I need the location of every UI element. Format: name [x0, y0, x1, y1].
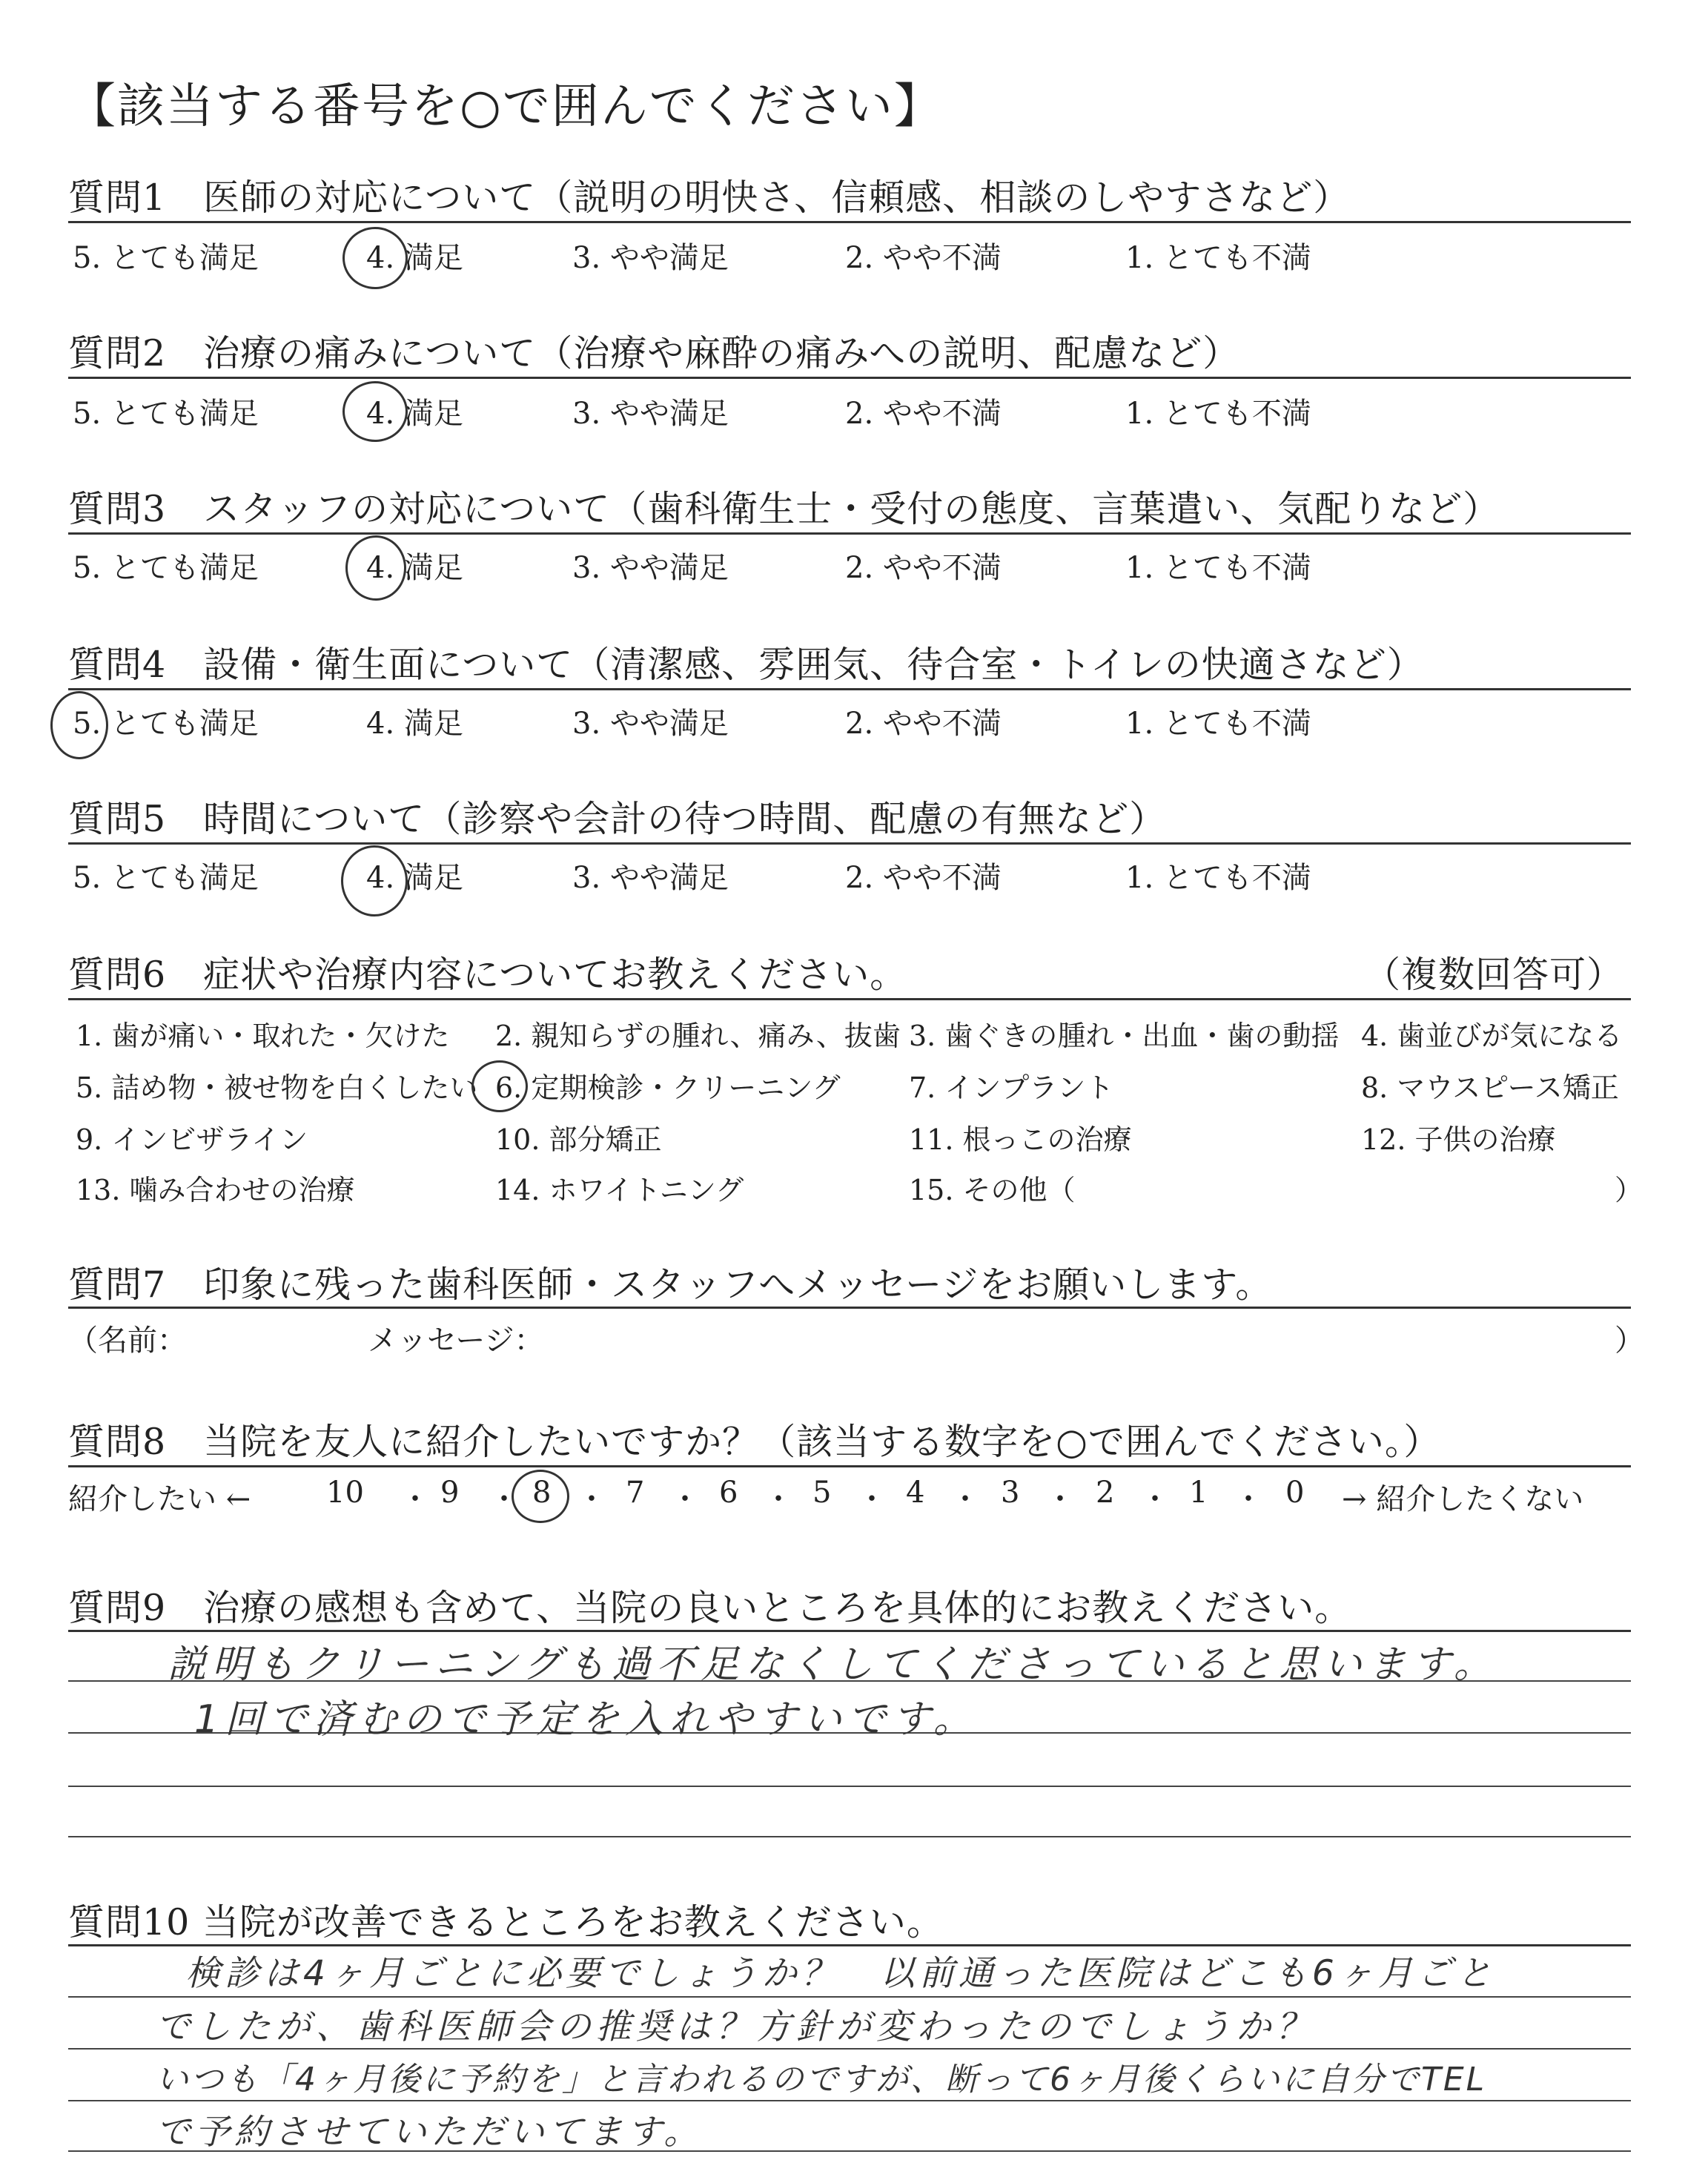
- question-3-title: 質問3 スタッフの対応について（歯科衛生士・受付の態度、言葉遣い、気配りなど）: [68, 488, 1500, 530]
- option-3[interactable]: 3. やや満足: [572, 861, 729, 895]
- scale-number[interactable]: 0: [1285, 1476, 1305, 1510]
- scale-number[interactable]: 4: [906, 1476, 925, 1510]
- scale-number[interactable]: 6: [719, 1476, 738, 1510]
- symptom-option[interactable]: 11. 根っこの治療: [909, 1123, 1132, 1156]
- option-5[interactable]: 5. とても満足: [73, 707, 259, 741]
- option-5[interactable]: 5. とても満足: [73, 241, 259, 275]
- question-5-title: 質問5 時間について（診察や会計の待つ時間、配慮の有無など）: [68, 798, 1167, 840]
- question-5-rule: [68, 842, 1631, 845]
- question-8-title: 質問8 当院を友人に紹介したいですか？（該当する数字を○で囲んでください。）: [68, 1421, 1441, 1463]
- answer-handwritten-line: いつも「4ヶ月後に予約を」と言われるのですが、断って6ヶ月後くらいに自分でTEL: [156, 2061, 1487, 2098]
- answer-circle-mark: [512, 1470, 569, 1523]
- option-5[interactable]: 5. とても満足: [73, 861, 259, 895]
- option-5[interactable]: 5. とても満足: [73, 551, 259, 585]
- option-4[interactable]: 4. 満足: [366, 397, 463, 431]
- option-2[interactable]: 2. やや不満: [845, 707, 1002, 741]
- page-heading: 【該当する番号を○で囲んでください】: [68, 79, 943, 134]
- option-1[interactable]: 1. とても不満: [1125, 861, 1311, 895]
- option-4[interactable]: 4. 満足: [366, 241, 463, 275]
- option-3[interactable]: 3. やや満足: [572, 707, 729, 741]
- question-1-rule: [68, 221, 1631, 223]
- symptom-option[interactable]: 15. その他（: [909, 1174, 1076, 1206]
- message-close-paren: ）: [1615, 1324, 1644, 1358]
- other-close-paren: ）: [1615, 1174, 1644, 1206]
- question-4-rule: [68, 688, 1631, 690]
- answer-handwritten-line: で予約させていただいてます。: [156, 2112, 704, 2153]
- symptom-option[interactable]: 6. 定期検診・クリーニング: [495, 1071, 841, 1104]
- question-2-rule: [68, 377, 1631, 379]
- symptom-option[interactable]: 4. 歯並びが気になる: [1361, 1020, 1623, 1052]
- answer-handwritten-line: 検診は4ヶ月ごとに必要でしょうか？ 以前通った医院はどこも6ヶ月ごと: [185, 1953, 1496, 1994]
- option-1[interactable]: 1. とても不満: [1125, 707, 1311, 741]
- symptom-option[interactable]: 1. 歯が痛い・取れた・欠けた: [76, 1020, 450, 1052]
- symptom-option[interactable]: 3. 歯ぐきの腫れ・出血・歯の動揺: [909, 1020, 1340, 1052]
- answer-circle-mark: [342, 381, 408, 442]
- option-4[interactable]: 4. 満足: [366, 707, 463, 741]
- question-2-title: 質問2 治療の痛みについて（治療や麻酔の痛みへの説明、配慮など）: [68, 332, 1240, 374]
- option-3[interactable]: 3. やや満足: [572, 241, 729, 275]
- question-6-title: 質問6 症状や治療内容についてお教えください。: [68, 954, 907, 996]
- answer-handwritten-line: でしたが、歯科医師会の推奨は？方針が変わったのでしょうか？: [156, 2007, 1317, 2047]
- symptom-option[interactable]: 2. 親知らずの腫れ、痛み、抜歯: [495, 1020, 901, 1052]
- option-1[interactable]: 1. とても不満: [1125, 397, 1311, 431]
- message-label: メッセージ：: [368, 1324, 544, 1358]
- symptom-option[interactable]: 9. インビザライン: [76, 1123, 308, 1156]
- question-9-rule: [68, 1630, 1631, 1632]
- scale-number[interactable]: 9: [440, 1476, 460, 1510]
- scale-number[interactable]: 8: [532, 1476, 552, 1510]
- scale-number[interactable]: 3: [1001, 1476, 1020, 1510]
- symptom-option[interactable]: 5. 詰め物・被せ物を白くしたい: [76, 1071, 478, 1104]
- option-1[interactable]: 1. とても不満: [1125, 551, 1311, 585]
- answer-circle-mark: [342, 227, 408, 289]
- symptom-option[interactable]: 10. 部分矯正: [495, 1123, 662, 1156]
- symptom-option[interactable]: 7. インプラント: [909, 1071, 1114, 1104]
- symptom-option[interactable]: 12. 子供の治療: [1361, 1123, 1556, 1156]
- question-9-title: 質問9 治療の感想も含めて、当院の良いところを具体的にお教えください。: [68, 1587, 1352, 1629]
- question-7-rule: [68, 1307, 1631, 1309]
- scale-number[interactable]: 7: [626, 1476, 645, 1510]
- option-1[interactable]: 1. とても不満: [1125, 241, 1311, 275]
- name-label: （名前：: [68, 1324, 187, 1358]
- symptom-option[interactable]: 13. 噛み合わせの治療: [76, 1174, 355, 1206]
- scale-number[interactable]: 1: [1189, 1476, 1208, 1510]
- option-2[interactable]: 2. やや不満: [845, 241, 1002, 275]
- recommend-left-label: 紹介したい ←: [68, 1482, 251, 1516]
- option-3[interactable]: 3. やや満足: [572, 397, 729, 431]
- recommend-right-label: → 紹介したくない: [1342, 1482, 1584, 1516]
- symptom-option[interactable]: 8. マウスピース矯正: [1361, 1071, 1619, 1104]
- question-7-title: 質問7 印象に残った歯科医師・スタッフへメッセージをお願いします。: [68, 1264, 1273, 1306]
- option-5[interactable]: 5. とても満足: [73, 397, 259, 431]
- question-4-title: 質問4 設備・衛生面について（清潔感、雰囲気、待合室・トイレの快適さなど）: [68, 644, 1424, 686]
- question-3-rule: [68, 532, 1631, 535]
- answer-circle-mark: [345, 535, 406, 601]
- scale-number[interactable]: 2: [1096, 1476, 1115, 1510]
- symptom-option[interactable]: 14. ホワイトニング: [495, 1174, 744, 1206]
- answer-circle-mark: [341, 845, 408, 916]
- answer-circle-mark: [471, 1060, 528, 1112]
- multiple-answers-note: （複数回答可）: [1364, 954, 1624, 996]
- question-1-title: 質問1 医師の対応について（説明の明快さ、信頼感、相談のしやすさなど）: [68, 176, 1351, 219]
- question-10-title: 質問10 当院が改善できるところをお教えください。: [68, 1901, 944, 1943]
- scale-number[interactable]: 5: [812, 1476, 832, 1510]
- option-2[interactable]: 2. やや不満: [845, 397, 1002, 431]
- scale-number[interactable]: 10: [326, 1476, 364, 1510]
- option-4[interactable]: 4. 満足: [366, 551, 463, 585]
- question-6-rule: [68, 998, 1631, 1000]
- option-4[interactable]: 4. 満足: [366, 861, 463, 895]
- question-8-rule: [68, 1465, 1631, 1467]
- option-2[interactable]: 2. やや不満: [845, 551, 1002, 585]
- answer-handwritten-line: 説明もクリーニングも過不足なくしてくださっていると思います。: [168, 1642, 1498, 1687]
- answer-handwritten-line: 1回で済むので予定を入れやすいです。: [194, 1697, 978, 1742]
- option-3[interactable]: 3. やや満足: [572, 551, 729, 585]
- answer-circle-mark: [50, 691, 108, 759]
- option-2[interactable]: 2. やや不満: [845, 861, 1002, 895]
